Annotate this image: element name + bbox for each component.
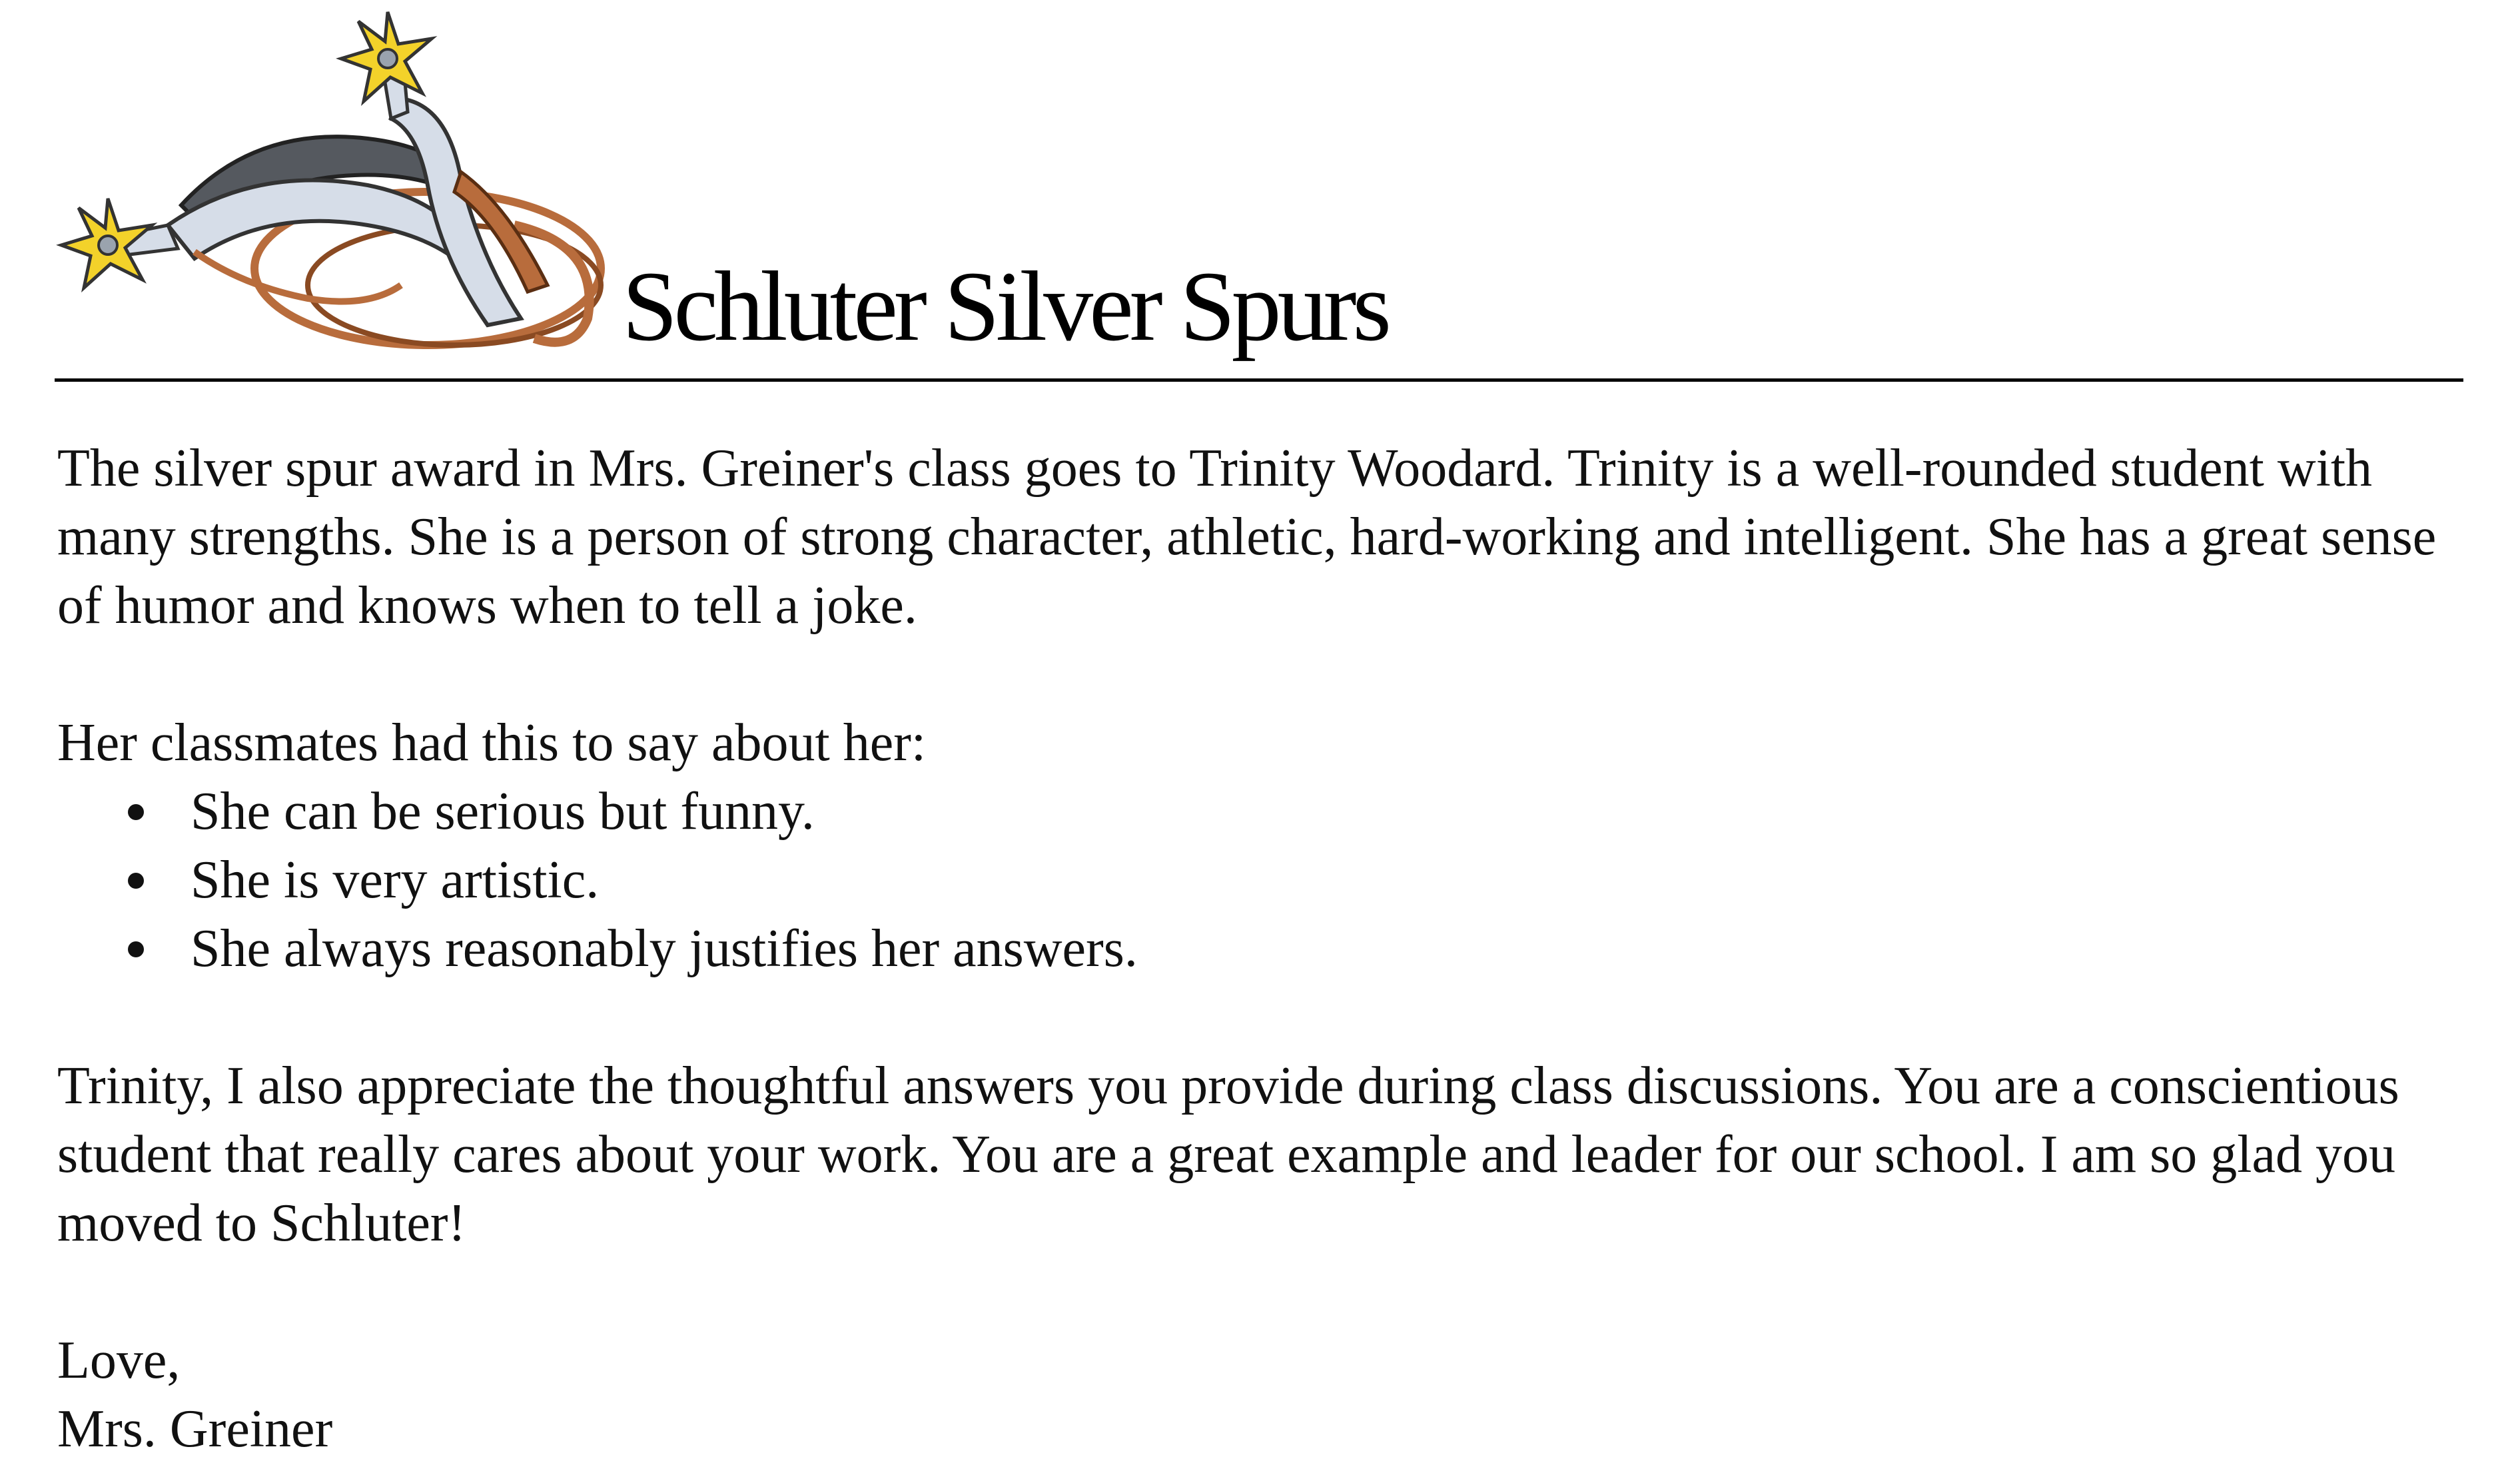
signature: Mrs. Greiner: [57, 1400, 333, 1458]
intro-paragraph: The silver spur award in Mrs. Greiner's class goes to Trinity Woodard. Trinity is a well-rounded student with many strengths. She is a person of strong character, athletic, hard-working and intelligent. She has a great sense of humor and knows when to tell a joke.: [57, 439, 2437, 635]
list-item: [57, 846, 2469, 915]
paragraph-spacer: [57, 983, 2469, 1052]
quote-text: She is very artistic.: [191, 851, 600, 909]
sign-off: Love,: [57, 1331, 181, 1390]
classmates-lead: Her classmates had this to say about her:: [57, 714, 927, 772]
paragraph-spacer: [57, 1258, 2469, 1326]
list-item: [57, 915, 2469, 983]
silver-spurs-icon: [55, 5, 628, 365]
page-title: Schluter Silver Spurs: [622, 251, 1388, 362]
closing-paragraph: Trinity, I also appreciate the thoughtful answers you provide during class discussions. You are a conscientious student that really cares about your work. You are a great example and leader for our school. I am so glad you moved to Schluter!: [57, 1057, 2399, 1252]
letter-body: [57, 434, 2469, 1464]
paragraph-spacer: [57, 640, 2469, 709]
header-divider: [55, 378, 2463, 382]
list-item: [57, 777, 2469, 846]
quote-text: She can be serious but funny.: [191, 782, 815, 841]
bullet-icon: [128, 941, 144, 957]
letter-header: [55, 0, 2463, 381]
bullet-icon: [128, 804, 144, 820]
classmate-quotes-list: [57, 777, 2469, 983]
quote-text: She always reasonably justifies her answers.: [191, 919, 1138, 978]
bullet-icon: [128, 873, 144, 889]
